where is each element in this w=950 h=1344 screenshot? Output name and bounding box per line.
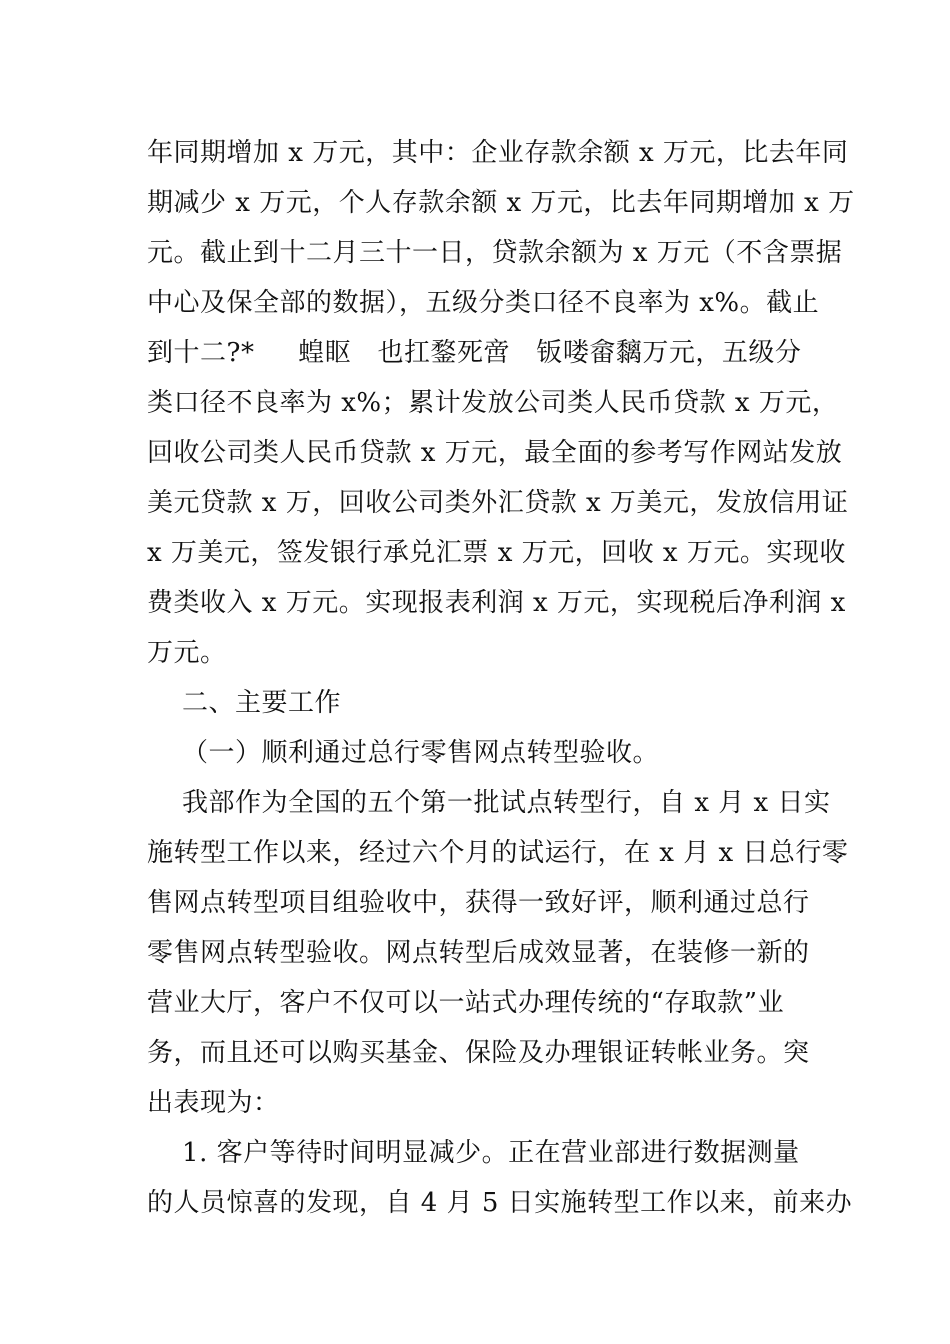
text-line: 售网点转型项目组验收中，获得一致好评，顺利通过总行 [147,888,810,918]
text-line: 1. 客户等待时间明显减少。正在营业部进行数据测量 [147,1138,800,1168]
text-line: 施转型工作以来，经过六个月的试运行，在 x 月 x 日总行零 [147,838,849,868]
text-line: 务，而且还可以购买基金、保险及办理银证转帐业务。突 [147,1038,810,1068]
text-line: 元。截止到十二月三十一日，贷款余额为 x 万元（不含票据 [147,238,843,268]
text-line: 营业大厅，客户不仅可以一站式办理传统的“存取款”业 [147,988,785,1018]
text-line: 的人员惊喜的发现，自 4 月 5 日实施转型工作以来，前来办 [147,1188,853,1218]
text-line: 中心及保全部的数据），五级分类口径不良率为 x%。截止 [147,288,820,318]
text-line: 费类收入 x 万元。实现报表利润 x 万元，实现税后净利润 x [147,588,846,618]
text-line: 类口径不良率为 x%；累计发放公司类人民币贷款 x 万元， [147,388,839,418]
text-line: 年同期增加 x 万元，其中：企业存款余额 x 万元，比去年同 [147,138,849,168]
text-line: x 万美元，签发银行承兑汇票 x 万元，回收 x 万元。实现收 [147,538,846,568]
subsection-heading: （一）顺利通过总行零售网点转型验收。 [147,738,660,768]
text-line: 万元。 [147,638,227,668]
text-line: 期减少 x 万元，个人存款余额 x 万元，比去年同期增加 x 万 [147,188,855,218]
text-line: 美元贷款 x 万，回收公司类外汇贷款 x 万美元，发放信用证 [147,488,849,518]
text-line: 到十二?* 蝗眍 也扛鍪死啻 钣喽畲黐万元，五级分 [147,338,802,368]
text-line: 出表现为： [147,1088,280,1118]
text-line: 回收公司类人民币贷款 x 万元，最全面的参考写作网站发放 [147,438,843,468]
text-line: 零售网点转型验收。网点转型后成效显著，在装修一新的 [147,938,810,968]
section-heading: 二、主要工作 [147,688,342,718]
text-line: 我部作为全国的五个第一批试点转型行，自 x 月 x 日实 [147,788,831,818]
